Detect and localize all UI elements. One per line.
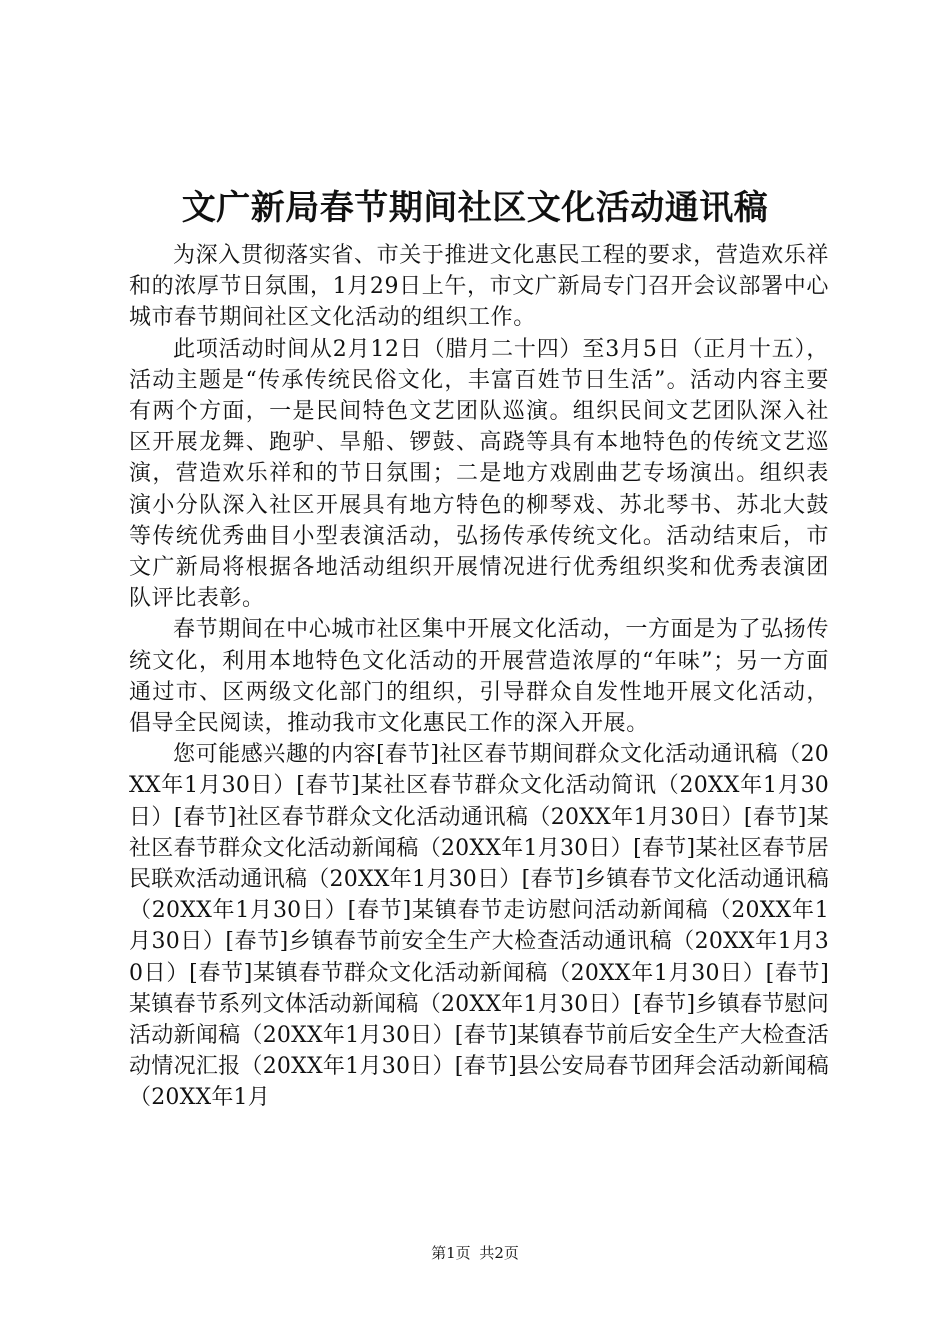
paragraph-activity-details: 此项活动时间从2月12日（腊月二十四）至3月5日（正月十五），活动主题是“传承传统民俗文化，丰富百姓节日生活”。活动内容主要有两个方面，一是民间特色文艺团队巡演。组织民间文艺团队深入社区开展龙舞、跑驴、旱船、锣鼓、高跷等具有本地特色的传统文艺巡演，营造欢乐祥和的节日氛围；二是地方戏剧曲艺专场演出。组织表演小分队深入社区开展具有地方特色的柳琴戏、苏北琴书、苏北大鼓等传统优秀曲目小型表演活动，弘扬传承传统文化。活动结束后，市文广新局将根据各地活动组织开展情况进行优秀组织奖和优秀表演团队评比表彰。 [129, 336, 829, 612]
paragraph-related-content: 您可能感兴趣的内容[春节]社区春节期间群众文化活动通讯稿（20XX年1月30日）[春节]某社区春节群众文化活动简讯（20XX年1月30日）[春节]社区春节群众文化活动通讯稿（20XX年1月30日）[春节]某社区春节群众文化活动新闻稿（20XX年1月30日）[春节]某社区春节居民联欢活动通讯稿（20XX年1月30日）[春节]乡镇春节文化活动通讯稿（20XX年1月30日）[春节]某镇春节走访慰问活动新闻稿（20XX年1月30日）[春节]乡镇春节前安全生产大检查活动通讯稿（20XX年1月30日）[春节]某镇春节群众文化活动新闻稿（20XX年1月30日）[春节]某镇春节系列文体活动新闻稿（20XX年1月30日）[春节]乡镇春节慰问活动新闻稿（20XX年1月30日）[春节]某镇春节前后安全生产大检查活动情况汇报（20XX年1月30日）[春节]县公安局春节团拜会活动新闻稿（20XX年1月 [129, 742, 829, 1111]
paragraph-intro: 为深入贯彻落实省、市关于推进文化惠民工程的要求，营造欢乐祥和的浓厚节日氛围，1月29日上午，市文广新局专门召开会议部署中心城市春节期间社区文化活动的组织工作。 [129, 243, 829, 331]
document-title: 文广新局春节期间社区文化活动通讯稿 [181, 188, 769, 228]
page-number: 第1页 [431, 1244, 471, 1262]
document-body [129, 240, 829, 1114]
page-footer [0, 1243, 950, 1263]
paragraph-purpose: 春节期间在中心城市社区集中开展文化活动，一方面是为了弘扬传统文化，利用本地特色文化活动的开展营造浓厚的“年味”；另一方面通过市、区两级文化部门的组织，引导群众自发性地开展文化活动，倡导全民阅读，推动我市文化惠民工作的深入开展。 [129, 617, 829, 737]
page-total: 共2页 [479, 1244, 519, 1262]
